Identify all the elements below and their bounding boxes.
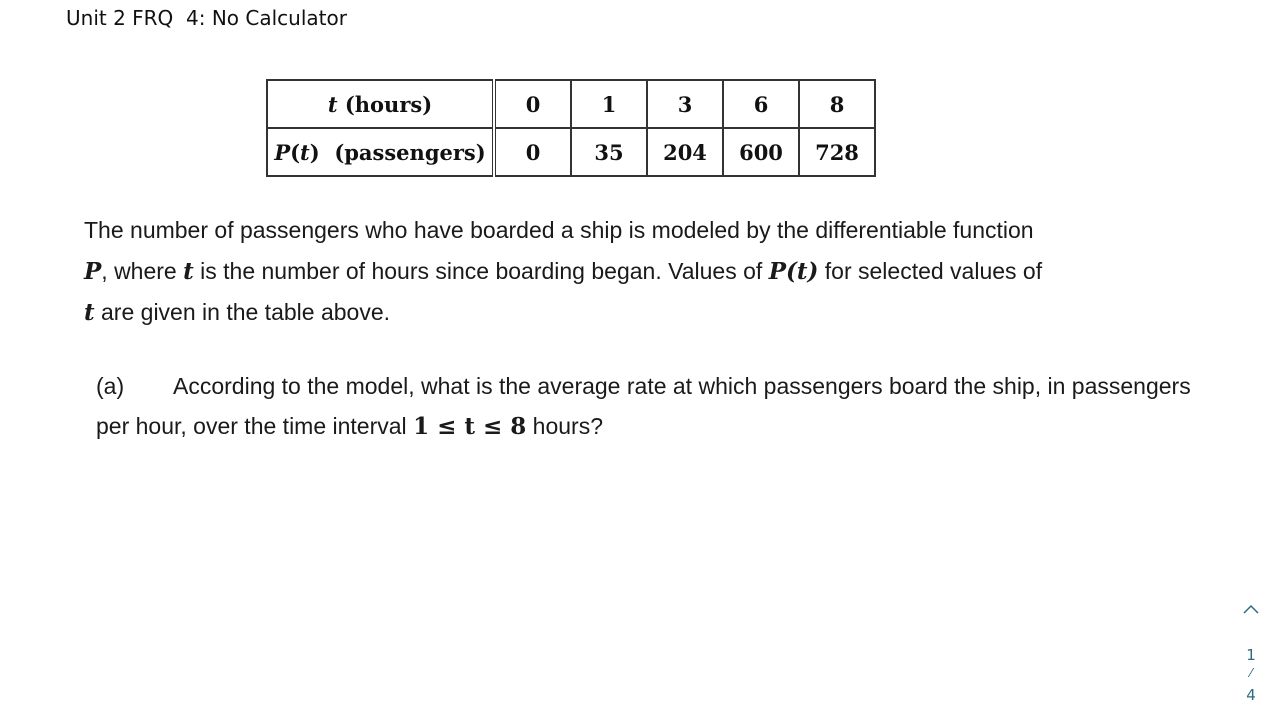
t-value-3: 6 xyxy=(723,80,799,128)
header-arg-t: t xyxy=(300,139,310,165)
t-value-2: 3 xyxy=(647,80,723,128)
intro-func-pt: P(t) xyxy=(768,258,819,285)
intro-text-1: The number of passengers who have boarded a ship is modeled by the differentiable function xyxy=(84,217,1034,243)
row-header-t xyxy=(267,80,494,128)
intro-text-3: is the number of hours since boarding began. Values of xyxy=(193,258,769,284)
page-current: 1 xyxy=(1246,646,1256,664)
t-value-0: 0 xyxy=(494,80,571,128)
page-separator: ⁄ xyxy=(1249,666,1252,680)
header-unit-hours: (hours) xyxy=(344,91,433,117)
p-value-0: 0 xyxy=(494,128,571,176)
t-value-1: 1 xyxy=(571,80,647,128)
part-a-text-2: hours? xyxy=(526,413,603,439)
nav-up-button[interactable] xyxy=(1236,604,1266,626)
p-value-2: 204 xyxy=(647,128,723,176)
table-row-p xyxy=(267,128,875,176)
chevron-up-icon xyxy=(1236,604,1266,614)
intro-var-p: P xyxy=(84,258,102,285)
data-table xyxy=(266,79,876,177)
header-func-p: P xyxy=(274,139,291,165)
header-unit-passengers: (passengers) xyxy=(334,139,486,165)
header-var-t: t xyxy=(327,91,338,117)
intro-var-t2: t xyxy=(84,299,95,326)
t-value-4: 8 xyxy=(799,80,875,128)
part-a-text-1: According to the model, what is the average rate at which passengers board the ship, in passengers per hour, over the time interval xyxy=(96,373,1191,439)
data-table-container xyxy=(266,79,876,177)
intro-var-t: t xyxy=(183,258,194,285)
page-total: 4 xyxy=(1246,686,1256,704)
intro-text-5: are given in the table above. xyxy=(94,299,390,325)
table-row-t xyxy=(267,80,875,128)
row-header-p: P(t) (passengers) xyxy=(267,128,494,176)
intro-text-4: for selected values of xyxy=(818,258,1043,284)
intro-text-2: , where xyxy=(101,258,184,284)
part-a-question xyxy=(96,366,1216,447)
p-value-3: 600 xyxy=(723,128,799,176)
slide-title: Unit 2 FRQ 4: No Calculator xyxy=(66,6,347,30)
part-a-label: (a) xyxy=(96,373,125,399)
problem-intro xyxy=(84,210,1224,333)
part-a-interval: 1 ≤ t ≤ 8 xyxy=(413,413,527,440)
p-value-4: 728 xyxy=(799,128,875,176)
p-value-1: 35 xyxy=(571,128,647,176)
